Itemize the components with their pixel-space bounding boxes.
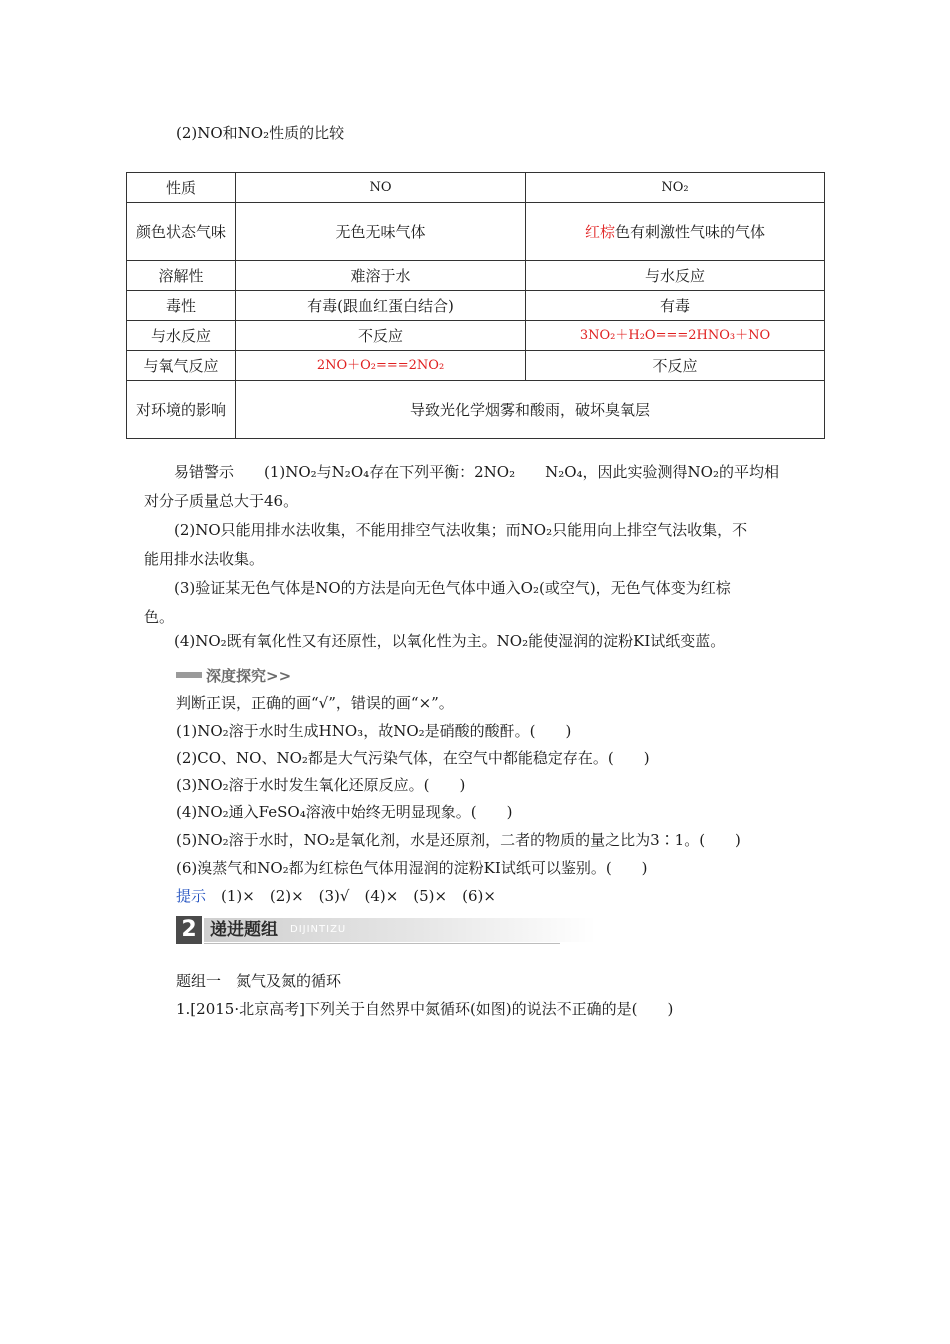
warning-line: 色。 [144, 608, 175, 626]
red-brown-text: 红棕 [584, 222, 615, 241]
hint-line [176, 883, 496, 909]
row-no2-value: 不反应 [526, 351, 825, 381]
table-row [127, 261, 825, 291]
row-no-value: 不反应 [236, 321, 526, 351]
warning-line: 能用排水法收集。 [144, 550, 265, 568]
section-2-banner [176, 916, 560, 944]
row-no2-value: 与水反应 [526, 261, 825, 291]
warning-line: 对分子质量总大于46。 [144, 492, 299, 510]
warning-line: (4)NO₂既有氧化性又有还原性，以氧化性为主。NO₂能使湿润的淀粉KI试纸变蓝。 [174, 632, 726, 650]
warning-paragraph-1 [144, 458, 808, 516]
row-property: 对环境的影响 [127, 381, 236, 439]
row-merged-value: 导致光化学烟雾和酸雨，破坏臭氧层 [236, 381, 825, 439]
section-subtitle: DIJINTIZU [290, 924, 347, 935]
explore-item: (3)NO₂溶于水时发生氧化还原反应。( ) [176, 776, 466, 794]
row-no-value: 无色无味气体 [236, 203, 526, 261]
banner-underline [204, 943, 560, 944]
row-no-value: 有毒(跟血红蛋白结合) [236, 291, 526, 321]
explore-section-bar [176, 664, 291, 686]
row-no2-value: 有毒 [526, 291, 825, 321]
explore-item: (5)NO₂溶于水时，NO₂是氧化剂，水是还原剂，二者的物质的量之比为3∶1。( ) [176, 831, 741, 849]
row-no-value: 难溶于水 [236, 261, 526, 291]
table-row [127, 381, 825, 439]
row-no2-equation: 3NO₂＋H₂O===2HNO₃＋NO [526, 321, 825, 351]
explore-item: (1)NO₂溶于水时生成HNO₃，故NO₂是硝酸的酸酐。( ) [176, 722, 572, 740]
explore-item: (4)NO₂通入FeSO₄溶液中始终无明显现象。( ) [176, 803, 513, 821]
explore-intro: 判断正误，正确的画“√”，错误的画“×”。 [176, 694, 454, 712]
warning-paragraph-2 [144, 516, 808, 574]
table-row [127, 291, 825, 321]
section-heading: (2)NO和NO₂性质的比较 [176, 124, 345, 142]
table-row [127, 351, 825, 381]
header-property: 性质 [127, 173, 236, 203]
explore-item: (2)CO、NO、NO₂都是大气污染气体，在空气中都能稳定存在。( ) [176, 749, 650, 767]
warning-line: (3)验证某无色气体是NO的方法是向无色气体中通入O₂(或空气)，无色气体变为红棕 [174, 579, 731, 597]
row-property: 与氧气反应 [127, 351, 236, 381]
row-property: 与水反应 [127, 321, 236, 351]
table-header-row [127, 173, 825, 203]
table-row [127, 203, 825, 261]
row-property: 毒性 [127, 291, 236, 321]
question-1: 1.[2015·北京高考]下列关于自然界中氮循环(如图)的说法不正确的是( ) [176, 1000, 674, 1018]
color-desc-text: 色有刺激性气味的气体 [615, 222, 766, 241]
question-group-title: 题组一 氮气及氮的循环 [176, 972, 342, 990]
warning-paragraph-4 [144, 627, 808, 656]
hint-label: 提示 [176, 887, 207, 905]
row-no2-value [526, 203, 825, 261]
table-row [127, 321, 825, 351]
header-no2: NO₂ [526, 173, 825, 203]
row-property: 颜色状态气味 [127, 203, 236, 261]
row-no-equation: 2NO＋O₂===2NO₂ [236, 351, 526, 381]
warning-line: 易错警示 (1)NO₂与N₂O₄存在下列平衡：2NO₂ N₂O₄，因此实验测得NO₂的平均相 [174, 463, 779, 481]
section-bar-icon [176, 672, 202, 678]
explore-item: (6)溴蒸气和NO₂都为红棕色气体用湿润的淀粉KI试纸可以鉴别。( ) [176, 859, 648, 877]
header-no: NO [236, 173, 526, 203]
row-property: 溶解性 [127, 261, 236, 291]
warning-line: (2)NO只能用排水法收集，不能用排空气法收集；而NO₂只能用向上排空气法收集，不 [174, 521, 748, 539]
comparison-table [126, 172, 825, 439]
warning-paragraph-3 [144, 574, 808, 632]
explore-title: 深度探究>> [206, 666, 292, 685]
section-number: 2 [176, 916, 202, 944]
section-title: 递进题组 [210, 920, 278, 940]
hint-answers: (1)× (2)× (3)√ (4)× (5)× (6)× [221, 887, 496, 905]
